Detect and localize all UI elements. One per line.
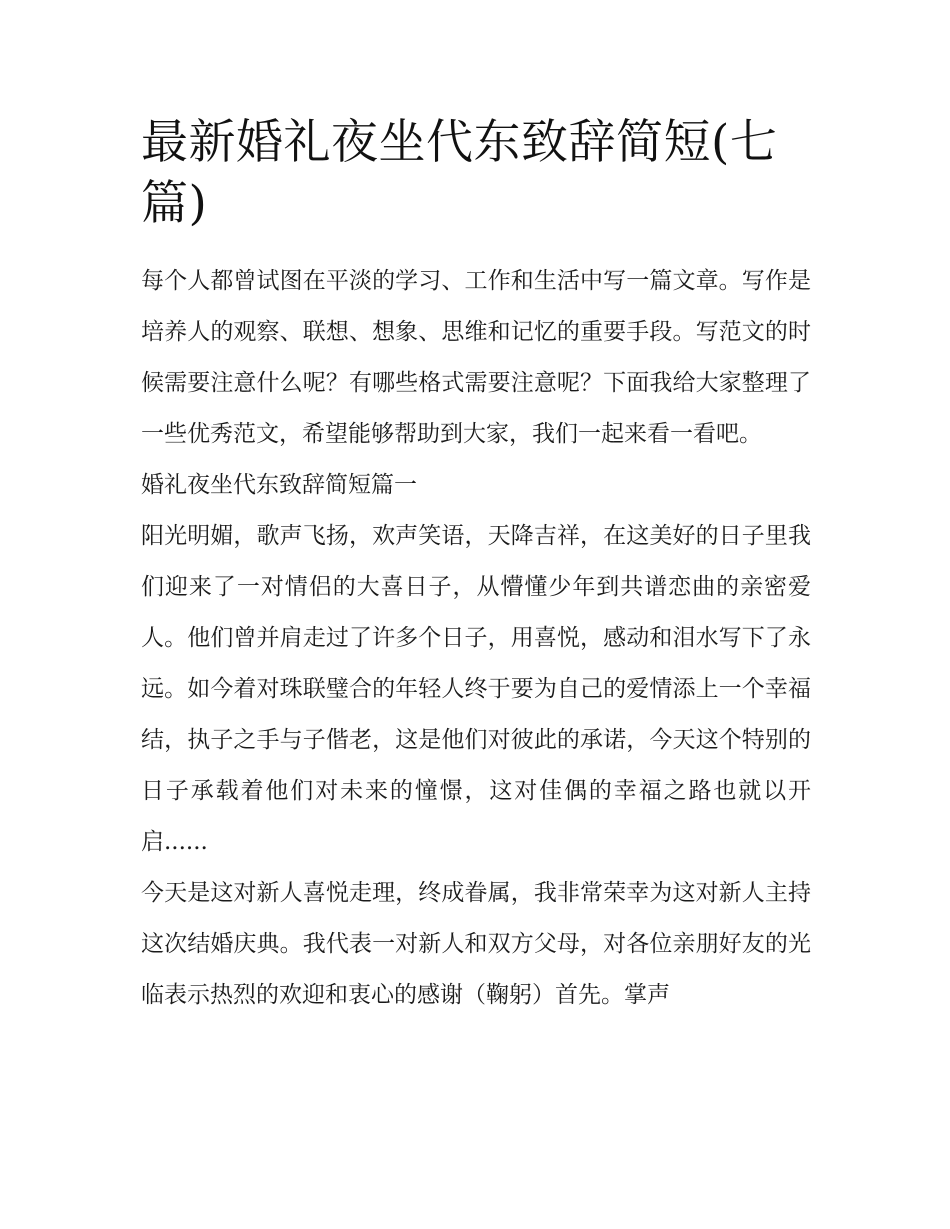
document-body bbox=[141, 256, 811, 1021]
intro-paragraph: 每个人都曾试图在平淡的学习、工作和生活中写一篇文章。写作是培养人的观察、联想、想象、思维和记忆的重要手段。写范文的时候需要注意什么呢？有哪些格式需要注意呢？下面我给大家整理了一些优秀范文，希望能够帮助到大家，我们一起来看一看吧。 bbox=[141, 268, 811, 447]
section-heading: 婚礼夜坐代东致辞简短篇一 bbox=[141, 472, 417, 498]
document-page bbox=[141, 112, 811, 1021]
body-paragraph-2: 今天是这对新人喜悦走理，终成眷属，我非常荣幸为这对新人主持这次结婚庆典。我代表一对新人和双方父母，对各位亲朋好友的光临表示热烈的欢迎和衷心的感谢（鞠躬）首先。掌声 bbox=[141, 880, 811, 1008]
document-title: 最新婚礼夜坐代东致辞简短(七篇) bbox=[141, 115, 778, 231]
body-paragraph-1: 阳光明媚，歌声飞扬，欢声笑语，天降吉祥，在这美好的日子里我们迎来了一对情侣的大喜日子，从懵懂少年到共谱恋曲的亲密爱人。他们曾并肩走过了许多个日子，用喜悦，感动和泪水写下了永远。如今着对珠联璧合的年轻人终于要为自己的爱情添上一个幸福结，执子之手与子偕老，这是他们对彼此的承诺，今天这个特别的日子承载着他们对未来的憧憬，这对佳偶的幸福之路也就以开启...... bbox=[141, 523, 811, 855]
